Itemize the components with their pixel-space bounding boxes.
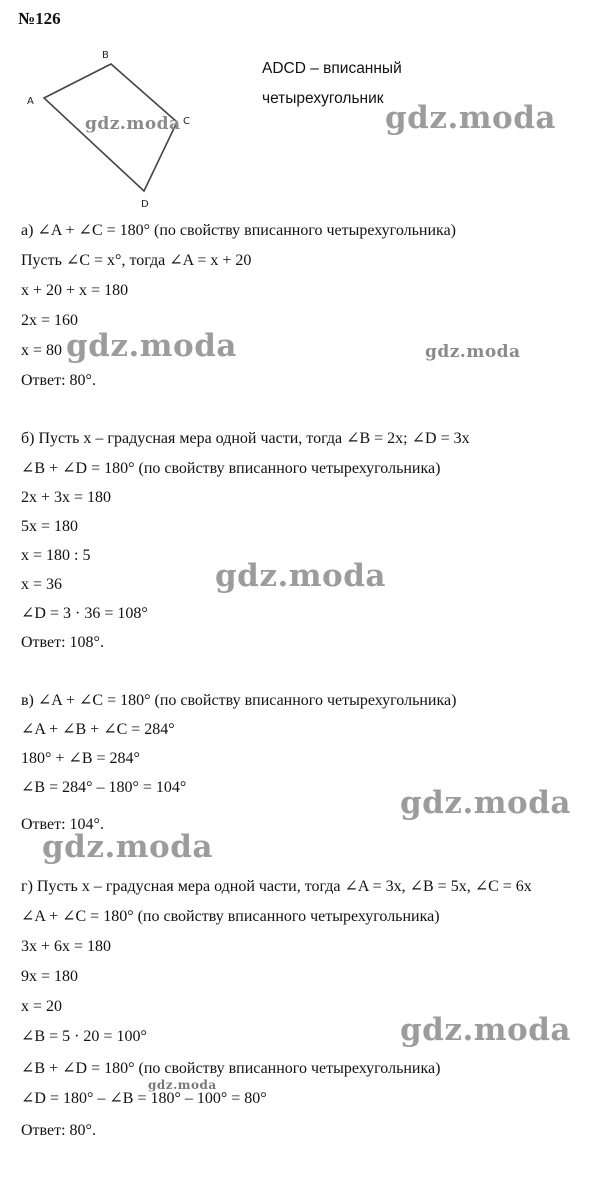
part-v-line-4: ∠B = 284° – 180° = 104°: [21, 779, 187, 796]
vertex-label-a: A: [27, 96, 34, 107]
part-v-line-3: 180° + ∠B = 284°: [21, 750, 140, 767]
part-a-line-5: x = 80: [21, 342, 63, 359]
part-g-line-7: ∠B + ∠D = 180° (по свойству вписанного четырехугольника): [21, 1060, 441, 1077]
part-b-line-7: ∠D = 3 · 36 = 108°: [21, 605, 148, 622]
part-g-line-2: ∠A + ∠C = 180° (по свойству вписанного четырехугольника): [21, 908, 440, 925]
vertex-label-b: B: [102, 50, 109, 61]
part-a-line-1: а) ∠A + ∠C = 180° (по свойству вписанного четырехугольника): [21, 222, 456, 239]
watermark: gdz.moda: [215, 558, 386, 594]
part-b-line-5: x = 180 : 5: [21, 547, 91, 564]
part-a-line-3: x + 20 + x = 180: [21, 282, 129, 299]
part-b-line-4: 5x = 180: [21, 518, 79, 535]
part-v-line-2: ∠A + ∠B + ∠C = 284°: [21, 721, 175, 738]
part-a-line-2: Пусть ∠C = x°, тогда ∠A = x + 20: [21, 252, 252, 269]
part-b-line-2: ∠B + ∠D = 180° (по свойству вписанного четырехугольника): [21, 460, 441, 477]
watermark: gdz.moda: [66, 328, 237, 364]
part-g-line-1: г) Пусть x – градусная мера одной части, тогда ∠A = 3x, ∠B = 5x, ∠C = 6x: [21, 878, 532, 895]
part-g-line-8: ∠D = 180° – ∠B = 180° – 100° = 80°: [21, 1090, 267, 1107]
watermark: gdz.moda: [85, 114, 181, 134]
vertex-label-c: C: [183, 116, 190, 127]
watermark: gdz.moda: [400, 1012, 571, 1048]
part-g-answer: Ответ: 80°.: [21, 1122, 96, 1139]
watermark: gdz.moda: [385, 100, 556, 136]
part-a-line-4: 2x = 160: [21, 312, 79, 329]
part-b-line-3: 2x + 3x = 180: [21, 489, 112, 506]
part-g-line-5: x = 20: [21, 998, 63, 1015]
part-b-line-1: б) Пусть x – градусная мера одной части, тогда ∠B = 2x; ∠D = 3x: [21, 430, 470, 447]
part-a-answer: Ответ: 80°.: [21, 372, 96, 389]
watermark: gdz.moda: [42, 829, 213, 865]
watermark: gdz.moda: [400, 785, 571, 821]
part-g-line-6: ∠B = 5 · 20 = 100°: [21, 1028, 147, 1045]
figure-description-line1: ADCD – вписанный: [262, 60, 402, 77]
vertex-label-d: D: [141, 199, 149, 210]
part-b-answer: Ответ: 108°.: [21, 634, 104, 651]
watermark: gdz.moda: [425, 342, 521, 362]
part-g-line-3: 3x + 6x = 180: [21, 938, 112, 955]
part-v-answer: Ответ: 104°.: [21, 816, 104, 833]
problem-number: №126: [18, 9, 61, 28]
watermark: gdz.moda: [148, 1078, 217, 1092]
figure-description-line2: четырехугольник: [262, 90, 384, 107]
part-g-line-4: 9x = 180: [21, 968, 79, 985]
part-b-line-6: x = 36: [21, 576, 63, 593]
part-v-line-1: в) ∠A + ∠C = 180° (по свойству вписанного четырехугольника): [21, 692, 457, 709]
